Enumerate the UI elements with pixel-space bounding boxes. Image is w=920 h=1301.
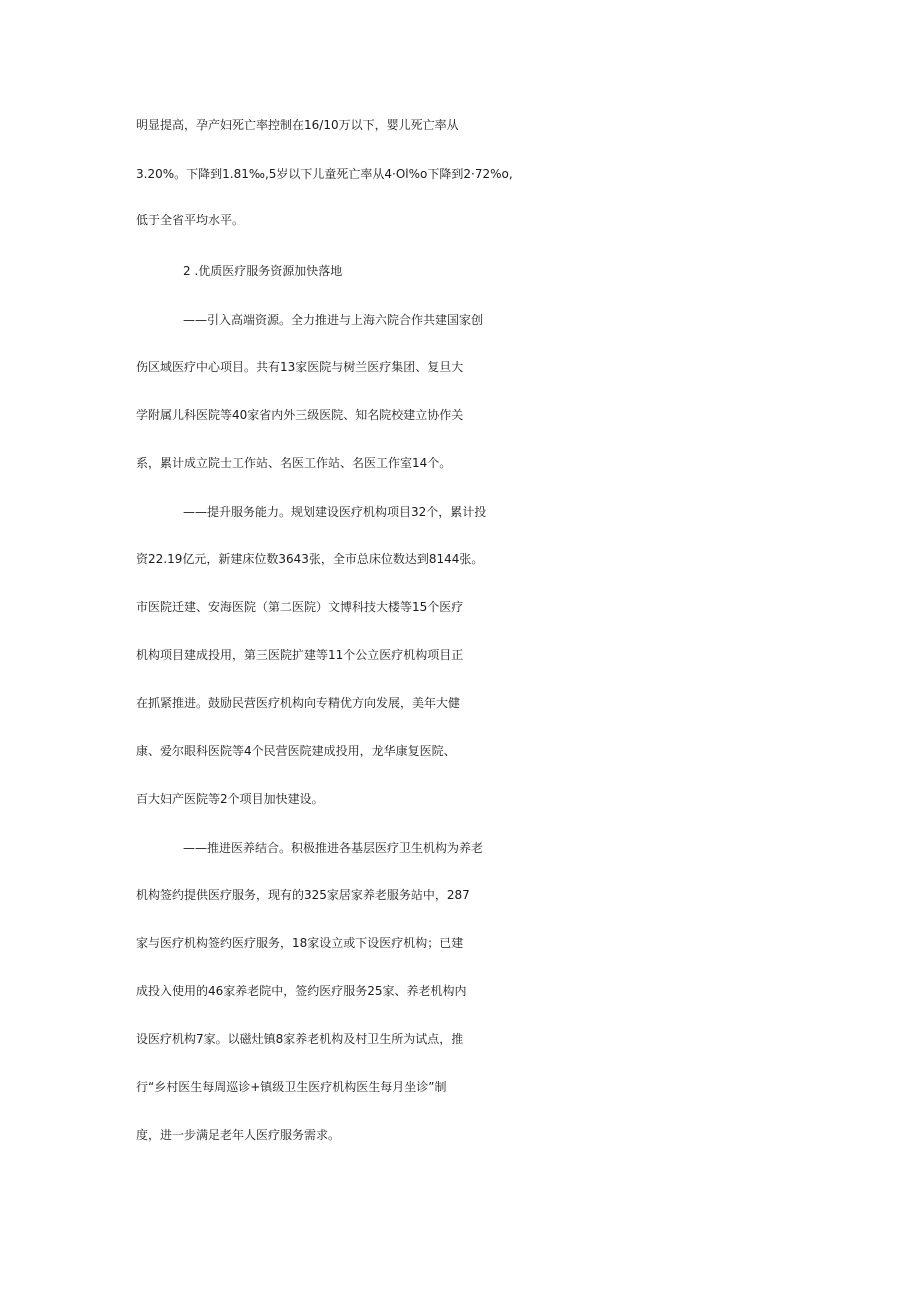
body-text-line: 机构项目建成投用，第三医院扩建等11个公立医疗机构项目正 [136,648,464,662]
body-text-line: 系，累计成立院士工作站、名医工作站、名医工作室14个。 [136,456,452,470]
body-text-line: 家与医疗机构签约医疗服务，18家设立或下设医疗机构；已建 [136,936,464,950]
body-text-line: 在抓紧推进。鼓励民营医疗机构向专精优方向发展，美年大健 [136,696,461,710]
body-text-line: 明显提高，孕产妇死亡率控制在16/10万以下，婴儿死亡率从 [136,118,459,132]
body-text-line: 康、爱尔眼科医院等4个民营医院建成投用，龙华康复医院、 [136,744,456,758]
body-text-line: ——推进医养结合。积极推进各基层医疗卫生机构为养老 [183,841,484,855]
body-text-line: 3.20%。下降到1.81‰,5岁以下儿童死亡率从4·Ol%o下降到2·72%o, [136,167,513,181]
body-text-line: 学附属儿科医院等40家省内外三级医院、知名院校建立协作关 [136,408,464,422]
body-text-line: 行“乡村医生每周巡诊+镇级卫生医疗机构医生每月坐诊”制 [136,1080,447,1094]
body-text-line: ——引入高端资源。全力推进与上海六院合作共建国家创 [183,313,484,327]
body-text-line: 度，进一步满足老年人医疗服务需求。 [136,1128,341,1142]
body-text-line: 市医院迁建、安海医院（第二医院）文博科技大楼等15个医疗 [136,600,464,614]
body-text-line: 伤区域医疗中心项目。共有13家医院与树兰医疗集团、复旦大 [136,360,464,374]
body-text-line: 成投入使用的46家养老院中，签约医疗服务25家、养老机构内 [136,984,467,998]
section-heading: 2 .优质医疗服务资源加快落地 [183,264,343,278]
body-text-line: ——提升服务能力。规划建设医疗机构项目32个，累计投 [183,505,487,519]
body-text-line: 低于全省平均水平。 [136,213,245,227]
body-text-line: 设医疗机构7家。以磁灶镇8家养老机构及村卫生所为试点，推 [136,1032,464,1046]
body-text-line: 百大妇产医院等2个项目加快建设。 [136,792,324,806]
body-text-line: 资22.19亿元，新建床位数3643张，全市总床位数达到8144张。 [136,552,484,566]
body-text-line: 机构签约提供医疗服务，现有的325家居家养老服务站中，287 [136,888,470,902]
